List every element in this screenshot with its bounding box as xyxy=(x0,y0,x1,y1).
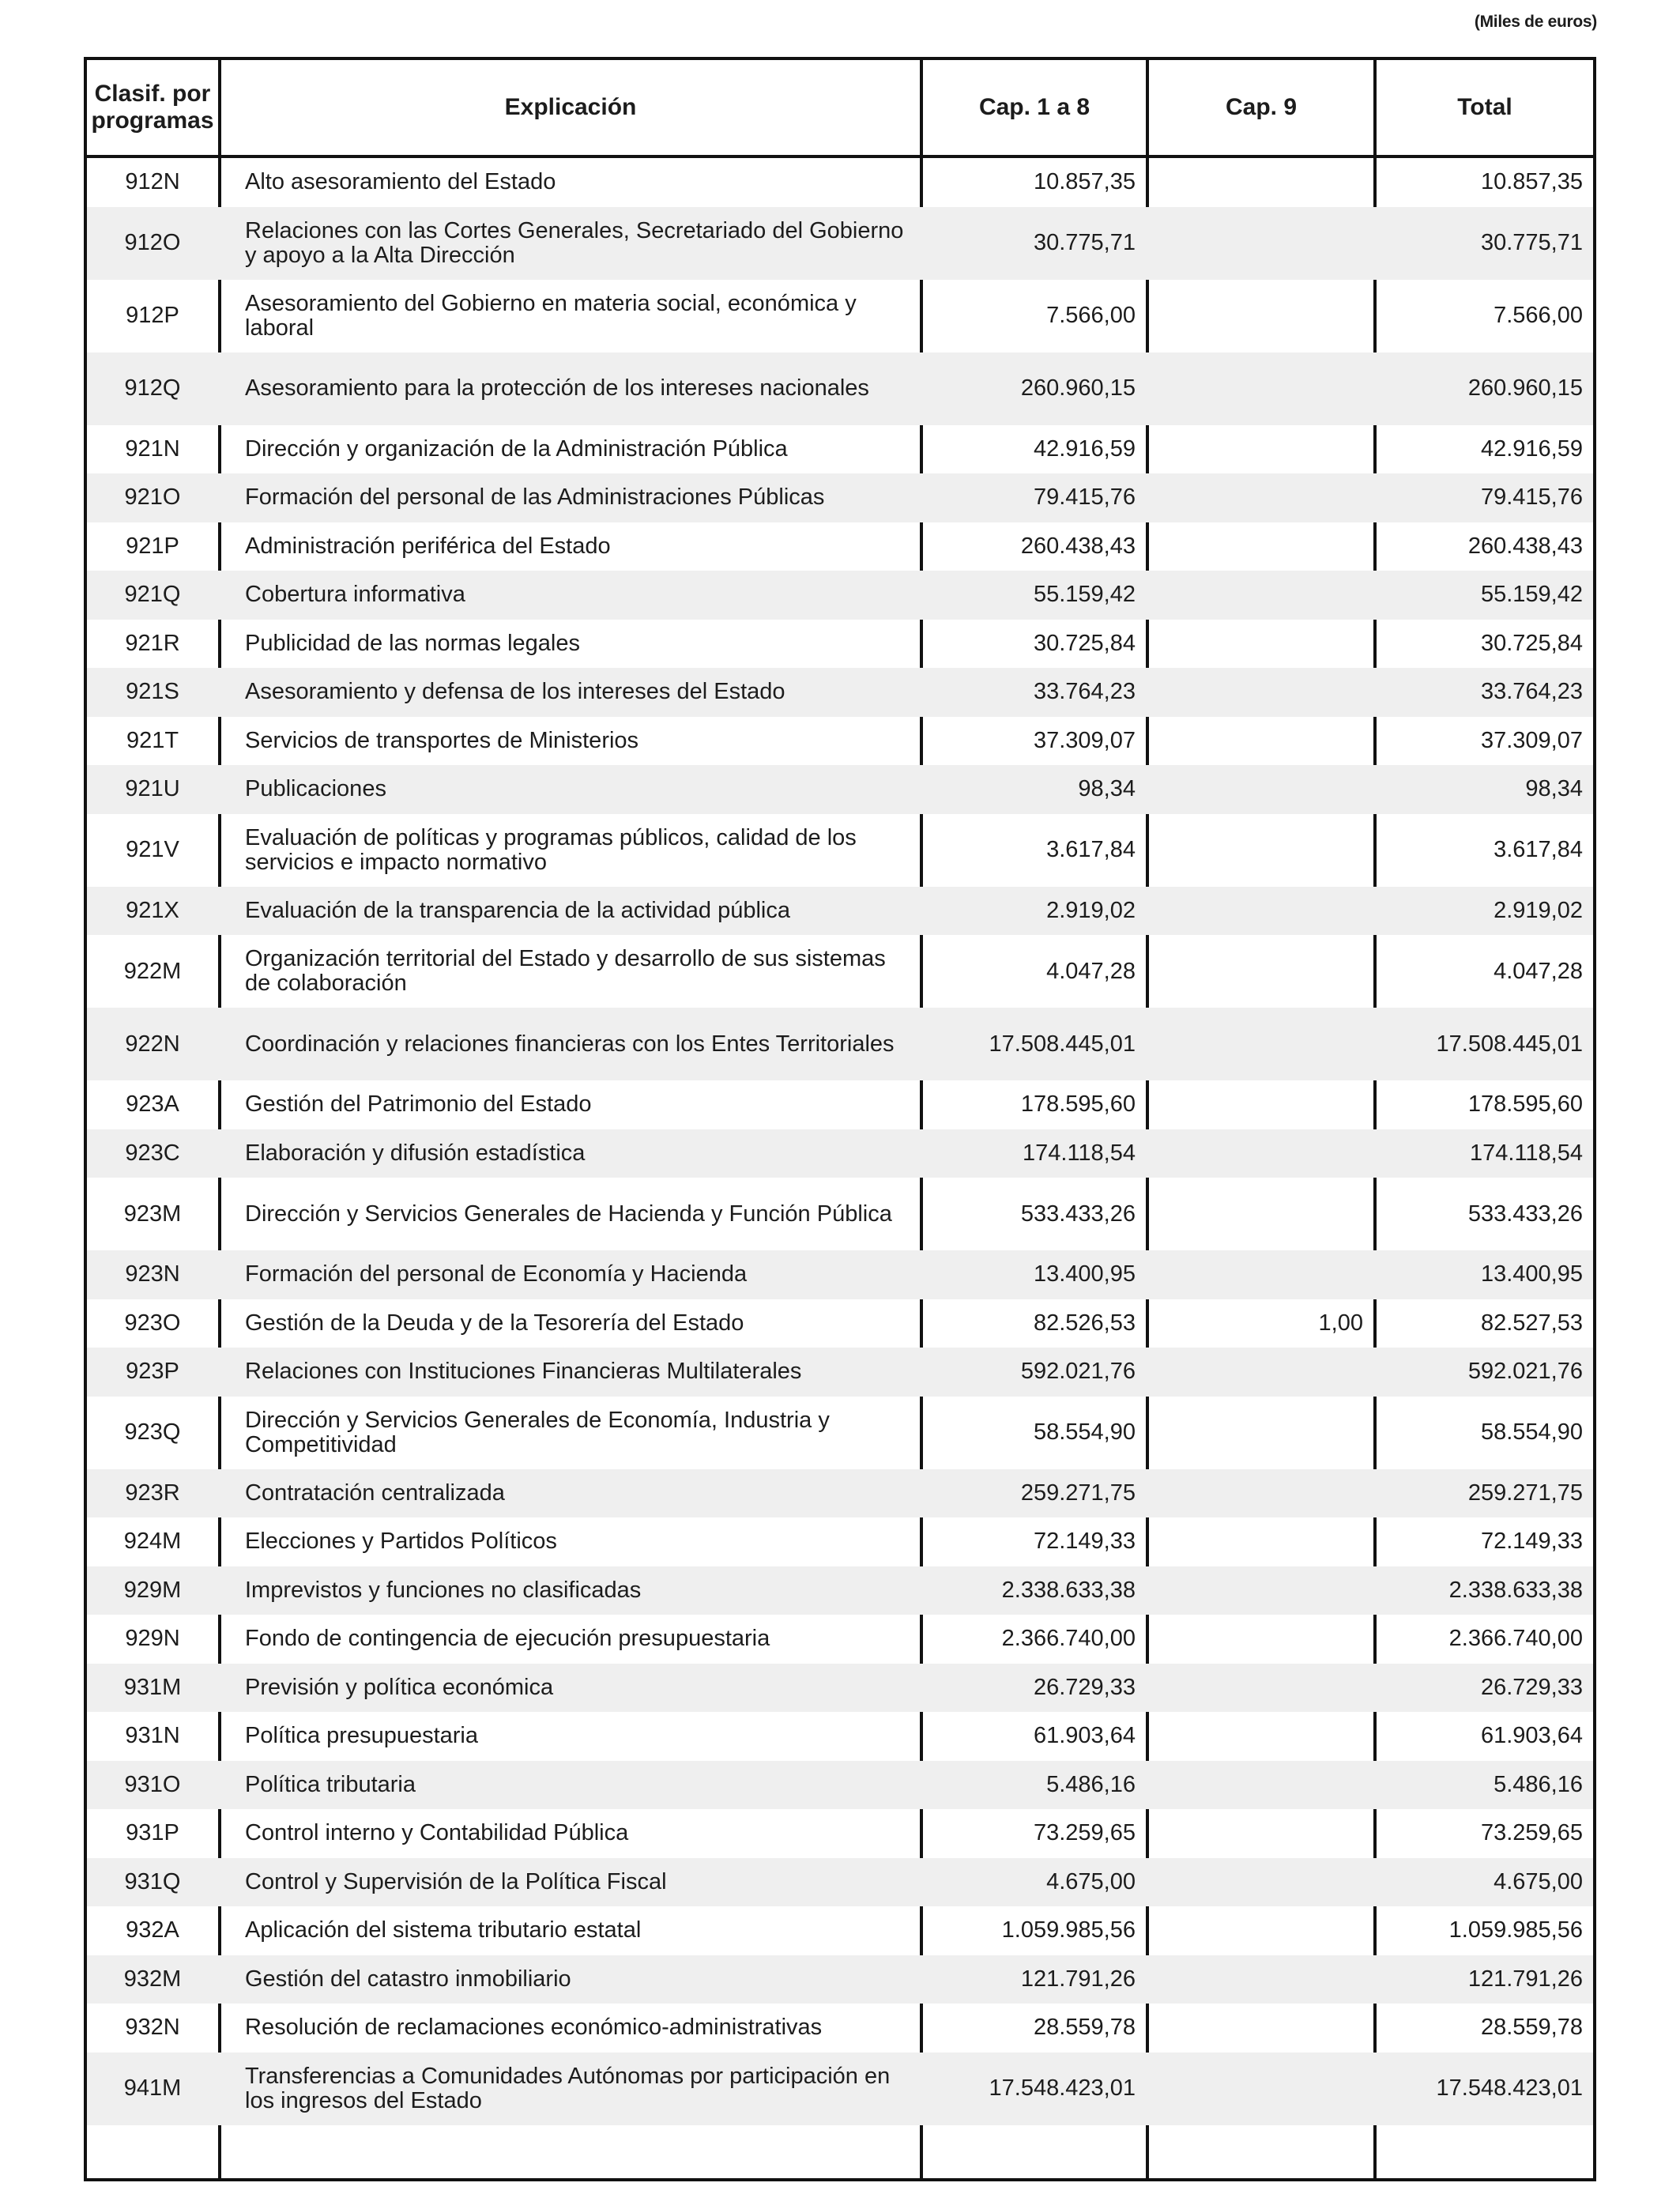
row-description: Cobertura informativa xyxy=(245,582,465,608)
row-cap-9 xyxy=(1149,717,1373,766)
row-description: Coordinación y relaciones financieras con los Entes Territoriales xyxy=(245,1031,895,1057)
row-cap-1-8: 3.617,84 xyxy=(1046,837,1136,862)
table-row xyxy=(87,280,1593,352)
row-description: Organización territorial del Estado y desarrollo de sus sistemas de colaboración xyxy=(245,946,886,996)
row-cap-9 xyxy=(1149,814,1373,887)
table-row xyxy=(87,1469,1593,1518)
row-description: Formación del personal de Economía y Hacienda xyxy=(245,1261,748,1287)
row-code: 923N xyxy=(125,1261,180,1287)
row-description: Transferencias a Comunidades Autónomas por participación en los ingresos del Estado xyxy=(245,2063,891,2113)
table-row xyxy=(87,1397,1593,1469)
row-code: 929N xyxy=(125,1626,180,1652)
row-total: 58.554,90 xyxy=(1480,1419,1583,1445)
row-code: 922M xyxy=(123,958,182,984)
row-total: 4.047,28 xyxy=(1494,958,1583,984)
table-row xyxy=(87,935,1593,1008)
row-cap-1-8: 260.960,15 xyxy=(1020,375,1136,401)
row-cap-9 xyxy=(1149,522,1373,571)
row-code: 931Q xyxy=(124,1868,181,1894)
row-description: Dirección y Servicios Generales de Hacienda y Función Pública xyxy=(245,1201,892,1227)
table-row xyxy=(87,1955,1593,2004)
row-total: 5.486,16 xyxy=(1494,1771,1583,1797)
row-description: Publicaciones xyxy=(245,776,386,802)
row-description: Aplicación del sistema tributario estatal xyxy=(245,1917,642,1943)
row-total: 4.675,00 xyxy=(1494,1868,1583,1894)
row-description: Gestión del Patrimonio del Estado xyxy=(245,1091,592,1118)
row-code: 932A xyxy=(126,1917,179,1943)
header-total: Total xyxy=(1457,94,1512,120)
table-row xyxy=(87,2053,1593,2125)
row-cap-1-8: 61.903,64 xyxy=(1033,1723,1136,1749)
row-description: Dirección y organización de la Administración Pública xyxy=(245,435,788,462)
row-cap-1-8: 72.149,33 xyxy=(1033,1529,1136,1555)
row-cap-9 xyxy=(1149,668,1373,717)
table-row xyxy=(87,158,1593,207)
table-row xyxy=(87,1761,1593,1810)
row-total: 28.559,78 xyxy=(1480,2015,1583,2041)
header-classification: Clasif. por programas xyxy=(91,81,214,134)
row-cap-1-8: 30.775,71 xyxy=(1033,230,1136,255)
row-cap-1-8: 174.118,54 xyxy=(1023,1140,1136,1166)
row-cap-1-8: 2.919,02 xyxy=(1046,897,1136,923)
row-description: Elaboración y difusión estadística xyxy=(245,1140,586,1166)
header-cap-9: Cap. 9 xyxy=(1225,94,1298,120)
row-cap-9 xyxy=(1149,620,1373,669)
row-description: Asesoramiento del Gobierno en materia social, económica y laboral xyxy=(245,290,857,341)
row-cap-1-8: 10.857,35 xyxy=(1033,169,1136,195)
table-row xyxy=(87,1712,1593,1761)
table-row xyxy=(87,1008,1593,1080)
row-total: 30.775,71 xyxy=(1480,230,1583,255)
row-code: 912Q xyxy=(124,375,181,401)
table-row xyxy=(87,571,1593,620)
row-total: 2.919,02 xyxy=(1494,897,1583,923)
row-total: 178.595,60 xyxy=(1467,1091,1583,1118)
row-code: 923A xyxy=(126,1091,179,1118)
table-row xyxy=(87,1129,1593,1178)
row-total: 533.433,26 xyxy=(1467,1201,1583,1227)
row-cap-9 xyxy=(1149,2004,1373,2053)
row-cap-9 xyxy=(1149,1955,1373,2004)
row-code: 921X xyxy=(126,897,179,923)
row-cap-9 xyxy=(1149,473,1373,522)
row-code: 921T xyxy=(126,727,179,753)
table-row xyxy=(87,207,1593,280)
row-cap-1-8: 17.508.445,01 xyxy=(989,1031,1136,1057)
table-row xyxy=(87,814,1593,887)
row-cap-9 xyxy=(1149,1250,1373,1299)
table-row xyxy=(87,1299,1593,1348)
row-code: 931P xyxy=(126,1820,179,1846)
row-cap-9 xyxy=(1149,1080,1373,1129)
row-description: Imprevistos y funciones no clasificadas xyxy=(245,1577,642,1603)
row-cap-9 xyxy=(1149,1178,1373,1250)
row-code: 923R xyxy=(125,1480,180,1506)
row-code: 923M xyxy=(123,1201,182,1227)
row-cap-1-8: 1.059.985,56 xyxy=(1001,1917,1136,1943)
row-total: 260.960,15 xyxy=(1467,375,1583,401)
row-cap-9: 1,00 xyxy=(1318,1310,1363,1336)
row-total: 174.118,54 xyxy=(1470,1140,1583,1166)
row-total: 17.508.445,01 xyxy=(1436,1031,1583,1057)
row-cap-9 xyxy=(1149,1761,1373,1810)
row-description: Asesoramiento para la protección de los intereses nacionales xyxy=(245,375,869,401)
row-total: 98,34 xyxy=(1525,776,1583,802)
table-row xyxy=(87,473,1593,522)
row-code: 923C xyxy=(125,1140,180,1166)
table-row xyxy=(87,522,1593,571)
row-cap-9 xyxy=(1149,158,1373,207)
row-cap-9 xyxy=(1149,1469,1373,1518)
row-total: 259.271,75 xyxy=(1467,1480,1583,1506)
row-description: Relaciones con las Cortes Generales, Secretariado del Gobierno y apoyo a la Alta Dirección xyxy=(245,217,904,268)
table-row xyxy=(87,1858,1593,1907)
row-description: Formación del personal de las Administraciones Públicas xyxy=(245,484,825,511)
units-note: (Miles de euros) xyxy=(1474,13,1597,31)
row-cap-9 xyxy=(1149,1566,1373,1615)
row-total: 55.159,42 xyxy=(1480,582,1583,608)
row-code: 922N xyxy=(125,1031,180,1057)
row-cap-1-8: 592.021,76 xyxy=(1020,1359,1136,1385)
row-cap-9 xyxy=(1149,207,1373,280)
row-total: 10.857,35 xyxy=(1480,169,1583,195)
table-row xyxy=(87,717,1593,766)
row-code: 929M xyxy=(123,1577,182,1603)
row-code: 931O xyxy=(124,1771,181,1797)
table-row xyxy=(87,887,1593,936)
table-row xyxy=(87,620,1593,669)
row-cap-9 xyxy=(1149,352,1373,425)
row-cap-9 xyxy=(1149,280,1373,352)
row-cap-1-8: 2.366.740,00 xyxy=(1001,1626,1136,1652)
row-cap-9 xyxy=(1149,887,1373,936)
row-code: 932M xyxy=(123,1966,182,1992)
row-code: 912N xyxy=(125,169,180,195)
row-total: 37.309,07 xyxy=(1480,727,1583,753)
row-total: 260.438,43 xyxy=(1467,533,1583,559)
row-total: 121.791,26 xyxy=(1467,1966,1583,1992)
row-code: 931M xyxy=(123,1674,182,1700)
row-description: Política presupuestaria xyxy=(245,1723,478,1749)
table-row xyxy=(87,1348,1593,1397)
row-cap-1-8: 260.438,43 xyxy=(1020,533,1136,559)
row-code: 924M xyxy=(123,1529,182,1555)
row-total: 3.617,84 xyxy=(1494,837,1583,862)
row-description: Dirección y Servicios Generales de Economía, Industria y Competitividad xyxy=(245,1407,830,1457)
row-description: Resolución de reclamaciones económico-administrativas xyxy=(245,2015,823,2041)
row-code: 931N xyxy=(125,1723,180,1749)
table-row xyxy=(87,1809,1593,1858)
row-total: 82.527,53 xyxy=(1480,1310,1583,1336)
row-total: 26.729,33 xyxy=(1480,1674,1583,1700)
row-cap-1-8: 42.916,59 xyxy=(1033,435,1136,462)
table-row xyxy=(87,425,1593,474)
row-cap-9 xyxy=(1149,1615,1373,1664)
row-code: 923Q xyxy=(124,1419,181,1445)
row-code: 921S xyxy=(126,679,179,705)
row-code: 912O xyxy=(124,230,181,255)
row-cap-9 xyxy=(1149,1129,1373,1178)
row-cap-9 xyxy=(1149,1906,1373,1955)
row-total: 1.059.985,56 xyxy=(1448,1917,1583,1943)
row-total: 61.903,64 xyxy=(1480,1723,1583,1749)
row-code: 921P xyxy=(126,533,179,559)
budget-table xyxy=(84,57,1596,2181)
row-total: 2.338.633,38 xyxy=(1448,1577,1583,1603)
row-total: 73.259,65 xyxy=(1480,1820,1583,1846)
row-description: Administración periférica del Estado xyxy=(245,533,611,559)
row-description: Control interno y Contabilidad Pública xyxy=(245,1820,629,1846)
row-total: 2.366.740,00 xyxy=(1448,1626,1583,1652)
row-cap-1-8: 37.309,07 xyxy=(1033,727,1136,753)
table-row xyxy=(87,1178,1593,1250)
row-cap-1-8: 82.526,53 xyxy=(1033,1310,1136,1336)
row-cap-9 xyxy=(1149,1858,1373,1907)
row-cap-1-8: 79.415,76 xyxy=(1033,484,1136,511)
row-cap-9 xyxy=(1149,1008,1373,1080)
table-row xyxy=(87,1080,1593,1129)
row-cap-9 xyxy=(1149,1517,1373,1566)
row-description: Evaluación de la transparencia de la actividad pública xyxy=(245,897,790,923)
row-code: 923O xyxy=(124,1310,181,1336)
table-row xyxy=(87,765,1593,814)
row-cap-9 xyxy=(1149,1348,1373,1397)
row-description: Política tributaria xyxy=(245,1771,416,1797)
row-cap-1-8: 33.764,23 xyxy=(1033,679,1136,705)
row-code: 921U xyxy=(125,776,180,802)
header-cap-1-8: Cap. 1 a 8 xyxy=(978,94,1090,120)
row-cap-1-8: 4.047,28 xyxy=(1046,958,1136,984)
row-cap-1-8: 7.566,00 xyxy=(1046,303,1136,328)
table-row xyxy=(87,1250,1593,1299)
row-description: Publicidad de las normas legales xyxy=(245,630,580,656)
header-explanation: Explicación xyxy=(504,94,637,120)
row-code: 921Q xyxy=(124,582,181,608)
row-cap-9 xyxy=(1149,2053,1373,2125)
row-description: Previsión y política económica xyxy=(245,1674,554,1700)
row-description: Contratación centralizada xyxy=(245,1480,505,1506)
row-cap-1-8: 30.725,84 xyxy=(1033,630,1136,656)
row-cap-1-8: 98,34 xyxy=(1078,776,1136,802)
row-cap-1-8: 55.159,42 xyxy=(1033,582,1136,608)
row-total: 13.400,95 xyxy=(1480,1261,1583,1287)
row-cap-1-8: 259.271,75 xyxy=(1020,1480,1136,1506)
row-cap-1-8: 4.675,00 xyxy=(1046,1868,1136,1894)
row-total: 7.566,00 xyxy=(1494,303,1583,328)
table-body xyxy=(87,158,1593,2125)
row-code: 923P xyxy=(126,1359,179,1385)
row-description: Alto asesoramiento del Estado xyxy=(245,169,556,195)
row-total: 72.149,33 xyxy=(1480,1529,1583,1555)
row-description: Asesoramiento y defensa de los intereses del Estado xyxy=(245,679,785,705)
row-total: 30.725,84 xyxy=(1480,630,1583,656)
row-total: 17.548.423,01 xyxy=(1436,2075,1583,2101)
table-row xyxy=(87,2004,1593,2053)
table-row xyxy=(87,352,1593,425)
table-row xyxy=(87,1566,1593,1615)
row-code: 921N xyxy=(125,435,180,462)
row-cap-9 xyxy=(1149,425,1373,474)
row-cap-9 xyxy=(1149,1397,1373,1469)
row-total: 592.021,76 xyxy=(1467,1359,1583,1385)
row-cap-1-8: 17.548.423,01 xyxy=(989,2075,1136,2101)
row-cap-9 xyxy=(1149,935,1373,1008)
row-cap-9 xyxy=(1149,1809,1373,1858)
row-description: Gestión del catastro inmobiliario xyxy=(245,1966,571,1992)
row-total: 79.415,76 xyxy=(1480,484,1583,511)
row-cap-1-8: 28.559,78 xyxy=(1033,2015,1136,2041)
row-cap-9 xyxy=(1149,1712,1373,1761)
row-code: 921V xyxy=(126,837,179,862)
row-description: Servicios de transportes de Ministerios xyxy=(245,727,639,753)
row-description: Control y Supervisión de la Política Fiscal xyxy=(245,1868,667,1894)
row-description: Fondo de contingencia de ejecución presupuestaria xyxy=(245,1626,770,1652)
table-row xyxy=(87,668,1593,717)
row-description: Gestión de la Deuda y de la Tesorería del Estado xyxy=(245,1310,744,1336)
row-code: 941M xyxy=(123,2075,182,2101)
row-total: 42.916,59 xyxy=(1480,435,1583,462)
row-description: Evaluación de políticas y programas públicos, calidad de los servicios e impacto normativo xyxy=(245,824,857,875)
row-cap-1-8: 533.433,26 xyxy=(1020,1201,1136,1227)
row-code: 921O xyxy=(124,484,181,511)
row-cap-1-8: 73.259,65 xyxy=(1033,1820,1136,1846)
row-cap-1-8: 2.338.633,38 xyxy=(1001,1577,1136,1603)
row-cap-9 xyxy=(1149,765,1373,814)
row-cap-1-8: 13.400,95 xyxy=(1033,1261,1136,1287)
row-cap-1-8: 26.729,33 xyxy=(1033,1674,1136,1700)
table-row xyxy=(87,1664,1593,1713)
row-code: 932N xyxy=(125,2015,180,2041)
row-code: 912P xyxy=(126,303,179,328)
row-cap-9 xyxy=(1149,571,1373,620)
row-cap-1-8: 121.791,26 xyxy=(1020,1966,1136,1992)
table-row xyxy=(87,1906,1593,1955)
row-cap-1-8: 58.554,90 xyxy=(1033,1419,1136,1445)
table-row xyxy=(87,1517,1593,1566)
row-cap-1-8: 5.486,16 xyxy=(1046,1771,1136,1797)
table-row xyxy=(87,1615,1593,1664)
row-total: 33.764,23 xyxy=(1480,679,1583,705)
row-cap-9 xyxy=(1149,1664,1373,1713)
row-description: Elecciones y Partidos Políticos xyxy=(245,1529,557,1555)
row-description: Relaciones con Instituciones Financieras Multilaterales xyxy=(245,1359,802,1385)
row-cap-1-8: 178.595,60 xyxy=(1020,1091,1136,1118)
row-code: 921R xyxy=(125,630,180,656)
